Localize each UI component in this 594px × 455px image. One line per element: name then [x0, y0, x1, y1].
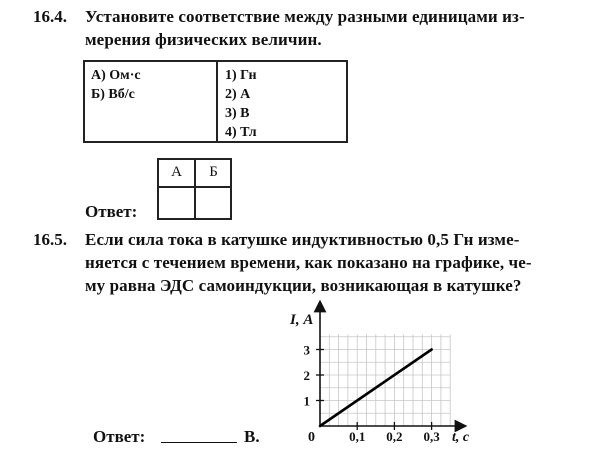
x-tick-label: 0,2 — [386, 429, 403, 444]
problem-1-number: 16.4. — [33, 7, 67, 26]
problem-2-text-line-2: няется с течением времени, как показано на графике, че- — [85, 253, 532, 272]
right-item-4: 4) Тл — [225, 125, 257, 140]
matching-table-divider — [216, 62, 218, 141]
x-axis-label: t, с — [452, 430, 470, 445]
current-time-graph — [285, 300, 485, 450]
problem-1-answer-label: Ответ: — [85, 202, 138, 221]
right-item-3: 3) В — [225, 106, 250, 121]
origin-label: 0 — [308, 430, 315, 445]
left-item-a: А) Ом·с — [91, 68, 141, 83]
answer-cell-a[interactable] — [159, 188, 194, 218]
answer-grid — [157, 158, 232, 220]
answer-cell-b[interactable] — [196, 188, 230, 218]
problem-2-answer-label: Ответ: — [93, 427, 146, 446]
y-tick-label: 3 — [303, 342, 310, 358]
answer-grid-header-a: А — [171, 164, 182, 180]
x-tick-label: 0,3 — [423, 429, 440, 444]
x-tick-label: 0,1 — [349, 429, 366, 444]
problem-1-text-line-1: Установите соответствие между разными единицами из- — [85, 7, 525, 26]
answer-unit: В. — [244, 427, 260, 446]
answer-input-line[interactable] — [161, 428, 237, 443]
y-axis-label: I, А — [290, 312, 314, 328]
problem-2-number: 16.5. — [33, 230, 67, 249]
y-tick-label: 2 — [303, 368, 310, 383]
problem-2-text-line-1: Если сила тока в катушке индуктивностью 0,5 Гн изме- — [85, 230, 520, 249]
matching-table — [83, 60, 348, 143]
left-item-b: Б) Вб/с — [91, 87, 135, 102]
right-item-2: 2) А — [225, 87, 251, 102]
answer-grid-header-b: Б — [209, 164, 218, 180]
y-tick-label: 1 — [303, 393, 310, 409]
problem-1-text-line-2: мерения физических величин. — [85, 30, 322, 49]
right-item-1: 1) Гн — [225, 68, 257, 83]
problem-2-text-line-3: му равна ЭДС самоиндукции, возникающая в катушке? — [85, 276, 522, 295]
